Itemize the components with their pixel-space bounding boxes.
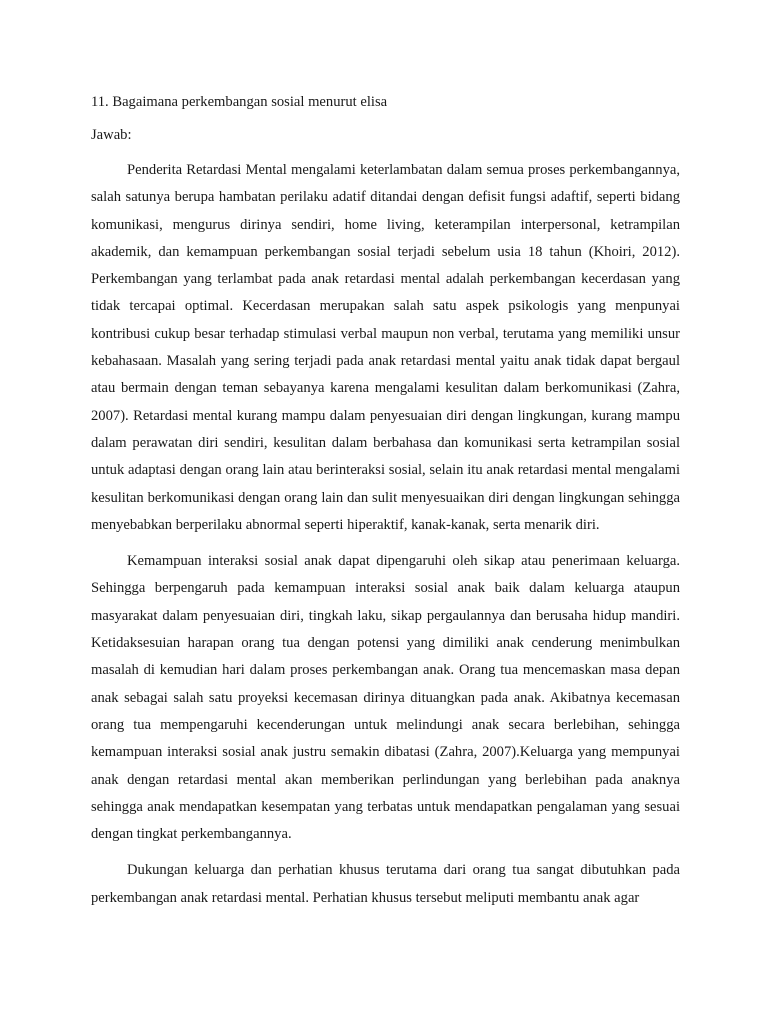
question-heading: 11. Bagaimana perkembangan sosial menurut elisa xyxy=(91,94,388,110)
answer-paragraph-1: Penderita Retardasi Mental mengalami keterlambatan dalam semua proses perkembangannya, salah satunya berupa hambatan perilaku adatif ditandai dengan defisit fungsi adaftif, seperti bidang komunikasi, mengurus dirinya sendiri, home living, keterampilan interpersonal, ketrampilan akademik, dan kemampuan perkembangan sosial terjadi sebelum usia 18 tahun (Khoiri, 2012). Perkembangan yang terlambat pada anak retardasi mental adalah perkembangan kecerdasan yang tidak tercapai optimal. Kecerdasan merupakan salah satu aspek psikologis yang menpunyai kontribusi cukup besar terhadap stimulasi verbal maupun non verbal, terutama yang memiliki unsur kebahasaan. Masalah yang sering terjadi pada anak retardasi mental yaitu anak tidak dapat bergaul atau bermain dengan teman sebayanya karena mengalami kesulitan dalam berkomunikasi (Zahra, 2007). Retardasi mental kurang mampu dalam penyesuaian diri dengan lingkungan, kurang mampu dalam perawatan diri sendiri, kesulitan dalam berbahasa dan komunikasi serta ketrampilan sosial untuk adaptasi dengan orang lain atau berinteraksi sosial, selain itu anak retardasi mental mengalami kesulitan berkomunikasi dengan orang lain dan sulit menyesuaikan diri dengan lingkungan sehingga menyebabkan berperilaku abnormal seperti hiperaktif, kanak-kanak, serta menarik diri. xyxy=(91,162,680,533)
answer-paragraph-2: Kemampuan interaksi sosial anak dapat dipengaruhi oleh sikap atau penerimaan keluarga. Sehingga berpengaruh pada kemampuan interaksi sosial anak baik dalam keluarga ataupun masyarakat dalam penyesuaian diri, tingkah laku, sikap pergaulannya dan berusaha hidup mandiri. Ketidaksesuian harapan orang tua dengan potensi yang dimiliki anak cenderung menimbulkan masalah di kemudian hari dalam proses perkembangan anak. Orang tua mencemaskan masa depan anak sebagai salah satu proyeksi kecemasan dirinya dituangkan pada anak. Akibatnya kecemasan orang tua mempengaruhi kecenderungan untuk melindungi anak secara berlebihan, sehingga kemampuan interaksi sosial anak justru semakin dibatasi (Zahra, 2007).Keluarga yang mempunyai anak dengan retardasi mental akan memberikan perlindungan yang berlebihan pada anaknya sehingga anak mendapatkan kesempatan yang terbatas untuk mendapatkan pengalaman yang sesuai dengan tingkat perkembangannya. xyxy=(91,553,680,843)
document-body xyxy=(91,90,680,912)
answer-label: Jawab: xyxy=(91,127,132,143)
answer-paragraph-3: Dukungan keluarga dan perhatian khusus terutama dari orang tua sangat dibutuhkan pada perkembangan anak retardasi mental. Perhatian khusus tersebut meliputi membantu anak agar xyxy=(91,862,680,906)
